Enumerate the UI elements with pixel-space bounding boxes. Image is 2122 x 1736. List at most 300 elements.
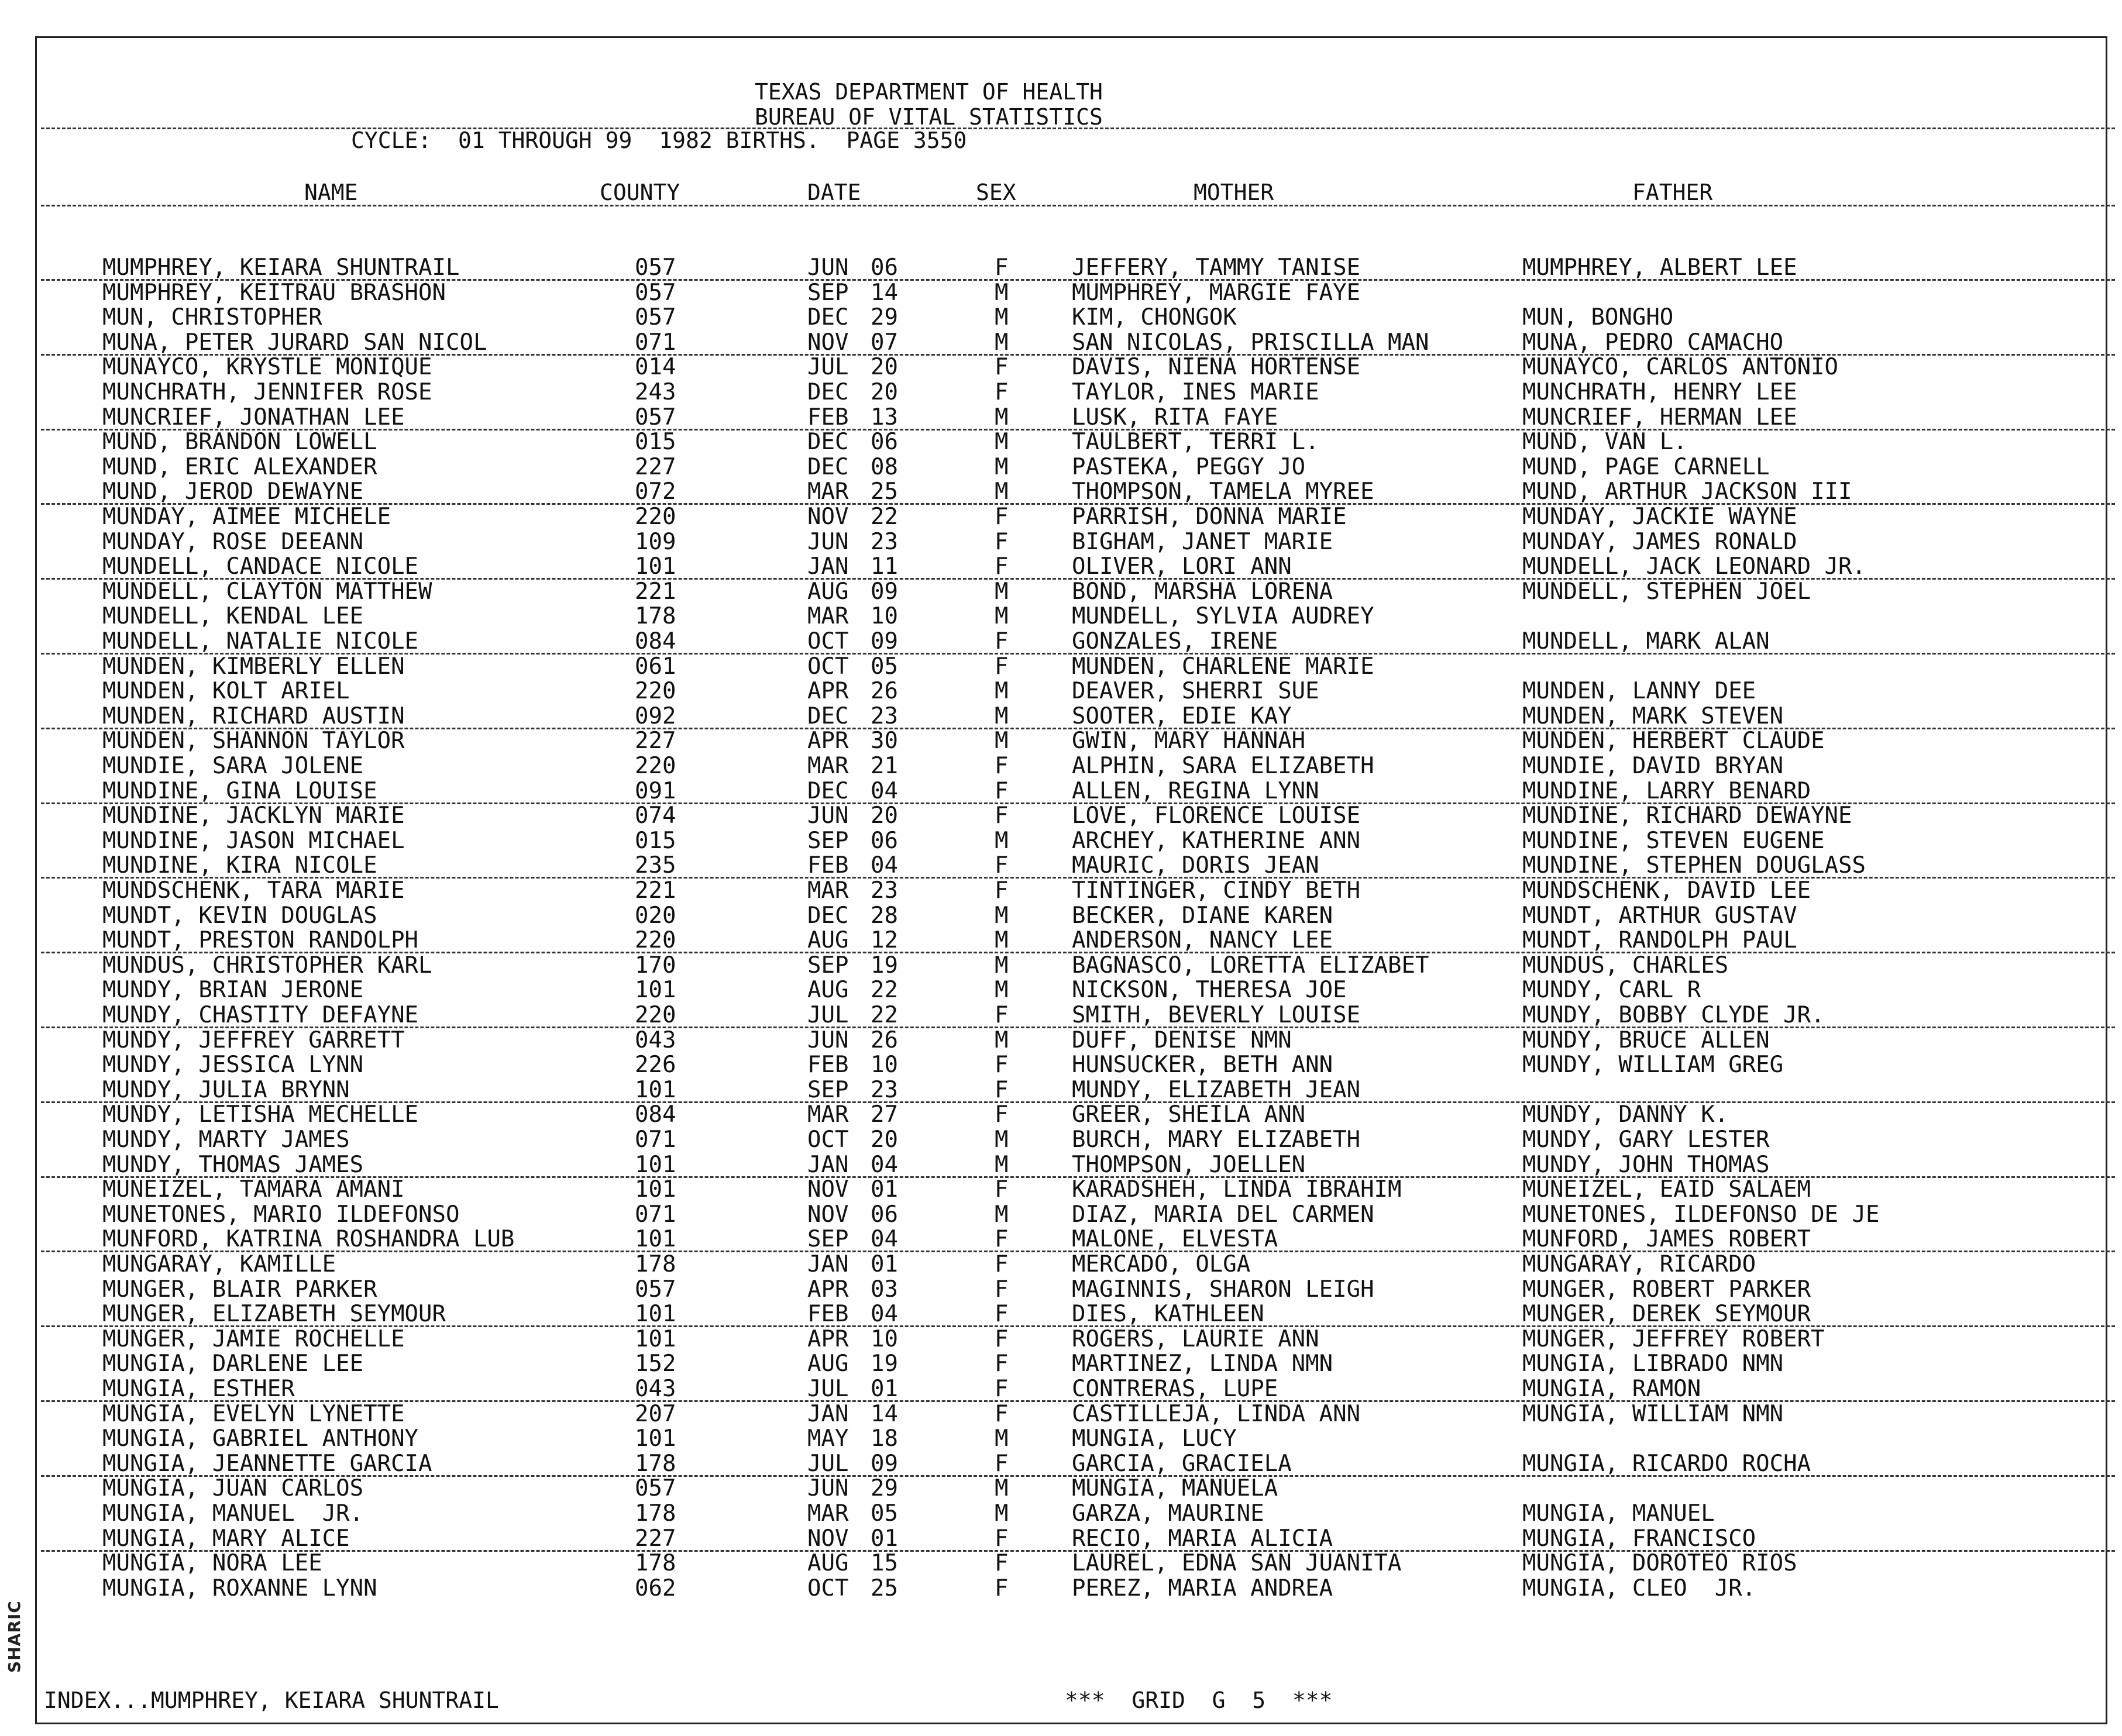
cell-day: 04 xyxy=(871,1226,898,1253)
cell-county: 243 xyxy=(635,379,676,405)
cell-name: MUNDELL, CANDACE NICOLE xyxy=(102,553,419,580)
cell-sex: M xyxy=(995,952,1009,979)
cell-month: JUL xyxy=(807,354,849,381)
table-row xyxy=(0,978,2122,1003)
cell-sex: F xyxy=(995,653,1009,680)
cell-month: NOV xyxy=(807,1525,849,1552)
cell-day: 04 xyxy=(871,1151,898,1178)
table-row xyxy=(0,1227,2122,1252)
cell-mother: OLIVER, LORI ANN xyxy=(1072,553,1292,580)
cell-county: 178 xyxy=(635,1500,676,1527)
cell-month: SEP xyxy=(807,952,849,979)
table-row xyxy=(0,305,2122,330)
cell-month: NOV xyxy=(807,329,849,356)
cell-day: 09 xyxy=(871,578,898,605)
cell-sex: F xyxy=(995,1351,1009,1377)
table-row xyxy=(0,530,2122,554)
cell-mother: ARCHEY, KATHERINE ANN xyxy=(1072,827,1361,854)
table-row xyxy=(0,430,2122,454)
cell-month: JUN xyxy=(807,1475,849,1502)
cell-name: MUNDUS, CHRISTOPHER KARL xyxy=(102,952,432,979)
cell-month: MAR xyxy=(807,877,849,904)
cell-father: MUNDEN, MARK STEVEN xyxy=(1522,702,1784,729)
cell-county: 101 xyxy=(635,1425,676,1452)
cell-county: 074 xyxy=(635,802,676,829)
cell-mother: NICKSON, THERESA JOE xyxy=(1072,977,1347,1004)
cell-name: MUND, ERIC ALEXANDER xyxy=(102,453,377,480)
cell-month: DEC xyxy=(807,304,849,331)
cell-month: FEB xyxy=(807,1301,849,1328)
table-row xyxy=(0,1177,2122,1202)
cell-month: AUG xyxy=(807,578,849,605)
cell-county: 043 xyxy=(635,1027,676,1053)
cell-mother: BAGNASCO, LORETTA ELIZABET xyxy=(1072,952,1429,979)
cell-county: 101 xyxy=(635,1076,676,1103)
table-row xyxy=(0,1452,2122,1476)
cell-father: MUNDUS, CHARLES xyxy=(1522,952,1729,979)
column-father: FATHER xyxy=(1632,180,1713,205)
cell-sex: M xyxy=(995,1500,1009,1527)
cell-month: OCT xyxy=(807,1575,849,1601)
cell-sex: F xyxy=(995,1101,1009,1128)
cell-father: MUNGIA, CLEO JR. xyxy=(1522,1575,1756,1601)
table-row xyxy=(0,904,2122,928)
cell-name: MUNGIA, DARLENE LEE xyxy=(102,1351,364,1377)
cell-county: 092 xyxy=(635,702,676,729)
cell-father: MUNDSCHENK, DAVID LEE xyxy=(1522,877,1811,904)
table-row xyxy=(0,1277,2122,1302)
cell-month: JAN xyxy=(807,1151,849,1178)
cell-day: 09 xyxy=(871,1450,898,1477)
cell-mother: MUNDELL, SYLVIA AUDREY xyxy=(1072,603,1374,630)
cell-county: 057 xyxy=(635,1475,676,1502)
cell-day: 19 xyxy=(871,1351,898,1377)
cell-sex: M xyxy=(995,304,1009,331)
cell-father: MUNDINE, STEPHEN DOUGLASS xyxy=(1522,852,1866,879)
cell-county: 020 xyxy=(635,902,676,929)
cell-name: MUNCRIEF, JONATHAN LEE xyxy=(102,404,405,430)
cell-sex: M xyxy=(995,1201,1009,1228)
cell-father: MUNAYCO, CARLOS ANTONIO xyxy=(1522,354,1839,381)
cell-county: 170 xyxy=(635,952,676,979)
cell-month: MAR xyxy=(807,1500,849,1527)
cell-mother: RECIO, MARIA ALICIA xyxy=(1072,1525,1333,1552)
cell-month: OCT xyxy=(807,628,849,655)
cell-father: MUNDY, WILLIAM GREG xyxy=(1522,1052,1784,1079)
cell-father: MUNGARAY, RICARDO xyxy=(1522,1251,1756,1277)
cell-sex: F xyxy=(995,528,1009,555)
cell-sex: F xyxy=(995,1450,1009,1477)
table-row xyxy=(0,1153,2122,1177)
cell-day: 28 xyxy=(871,902,898,929)
cell-name: MUMPHREY, KEIARA SHUNTRAIL xyxy=(102,254,460,281)
column-mother: MOTHER xyxy=(1194,180,1274,205)
table-row xyxy=(0,281,2122,305)
cell-month: FEB xyxy=(807,1052,849,1079)
cell-day: 19 xyxy=(871,952,898,979)
cell-day: 04 xyxy=(871,852,898,879)
cell-day: 21 xyxy=(871,753,898,779)
cell-name: MUNAYCO, KRYSTLE MONIQUE xyxy=(102,354,432,381)
cell-father: MUNDY, JOHN THOMAS xyxy=(1522,1151,1770,1178)
cell-father: MUND, PAGE CARNELL xyxy=(1522,453,1770,480)
cell-day: 20 xyxy=(871,1127,898,1153)
cell-month: OCT xyxy=(807,653,849,680)
cell-sex: M xyxy=(995,1425,1009,1452)
cell-month: JUL xyxy=(807,1002,849,1028)
table-row xyxy=(0,879,2122,903)
cell-mother: MUNDY, ELIZABETH JEAN xyxy=(1072,1076,1361,1103)
cell-father: MUNGIA, WILLIAM NMN xyxy=(1522,1400,1784,1427)
cell-father: MUNDY, BOBBY CLYDE JR. xyxy=(1522,1002,1825,1028)
cell-name: MUNDY, JEFFREY GARRETT xyxy=(102,1027,405,1053)
cell-father: MUNDEN, LANNY DEE xyxy=(1522,678,1756,705)
cell-sex: F xyxy=(995,1376,1009,1402)
cell-name: MUNDY, LETISHA MECHELLE xyxy=(102,1101,419,1128)
cell-day: 10 xyxy=(871,603,898,630)
cell-day: 01 xyxy=(871,1376,898,1402)
cell-sex: F xyxy=(995,1525,1009,1552)
cell-day: 04 xyxy=(871,1301,898,1328)
cell-father: MUND, ARTHUR JACKSON III xyxy=(1522,478,1852,505)
table-row xyxy=(0,580,2122,604)
cell-sex: F xyxy=(995,1076,1009,1103)
table-row xyxy=(0,1003,2122,1028)
cell-day: 22 xyxy=(871,1002,898,1028)
cell-name: MUNDAY, AIMEE MICHELE xyxy=(102,504,391,530)
cell-county: 178 xyxy=(635,1550,676,1577)
cell-sex: F xyxy=(995,877,1009,904)
cell-county: 101 xyxy=(635,977,676,1004)
cell-name: MUN, CHRISTOPHER xyxy=(102,304,322,331)
cell-father: MUNA, PEDRO CAMACHO xyxy=(1522,329,1784,356)
cell-mother: CONTRERAS, LUPE xyxy=(1072,1376,1278,1402)
cell-day: 11 xyxy=(871,553,898,580)
cell-month: DEC xyxy=(807,429,849,456)
cell-month: SEP xyxy=(807,1076,849,1103)
cell-sex: F xyxy=(995,1301,1009,1328)
cell-mother: PASTEKA, PEGGY JO xyxy=(1072,453,1306,480)
cell-father: MUMPHREY, ALBERT LEE xyxy=(1522,254,1797,281)
cell-mother: TINTINGER, CINDY BETH xyxy=(1072,877,1361,904)
cell-month: JUN xyxy=(807,528,849,555)
table-row xyxy=(0,928,2122,953)
cell-mother: ALPHIN, SARA ELIZABETH xyxy=(1072,753,1374,779)
cell-day: 01 xyxy=(871,1251,898,1277)
cell-sex: M xyxy=(995,478,1009,505)
column-name: NAME xyxy=(304,180,358,205)
cell-month: NOV xyxy=(807,1176,849,1203)
cell-sex: F xyxy=(995,1176,1009,1203)
cell-mother: TAYLOR, INES MARIE xyxy=(1072,379,1319,405)
cell-name: MUNDY, THOMAS JAMES xyxy=(102,1151,364,1178)
cell-day: 06 xyxy=(871,1201,898,1228)
cell-father: MUNDEN, HERBERT CLAUDE xyxy=(1522,728,1825,755)
table-row xyxy=(0,804,2122,828)
cell-month: JUN xyxy=(807,1027,849,1053)
cell-father: MUNGIA, FRANCISCO xyxy=(1522,1525,1756,1552)
cell-mother: MERCADO, OLGA xyxy=(1072,1251,1251,1277)
column-header-rule xyxy=(41,205,2115,206)
cell-month: AUG xyxy=(807,1550,849,1577)
cell-mother: CASTILLEJA, LINDA ANN xyxy=(1072,1400,1361,1427)
cell-county: 057 xyxy=(635,279,676,306)
cell-name: MUNDT, KEVIN DOUGLAS xyxy=(102,902,377,929)
cell-county: 084 xyxy=(635,1101,676,1128)
cell-father: MUNCHRATH, HENRY LEE xyxy=(1522,379,1797,405)
cell-sex: F xyxy=(995,852,1009,879)
cell-day: 20 xyxy=(871,802,898,829)
cell-day: 14 xyxy=(871,279,898,306)
cell-mother: GWIN, MARY HANNAH xyxy=(1072,728,1306,755)
cell-county: 057 xyxy=(635,304,676,331)
cell-mother: MUNGIA, LUCY xyxy=(1072,1425,1237,1452)
table-row xyxy=(0,355,2122,380)
cell-mother: GARCIA, GRACIELA xyxy=(1072,1450,1292,1477)
cell-county: 178 xyxy=(635,1251,676,1277)
table-row xyxy=(0,953,2122,978)
cell-month: SEP xyxy=(807,279,849,306)
cell-month: DEC xyxy=(807,777,849,804)
cell-name: MUNDT, PRESTON RANDOLPH xyxy=(102,927,419,954)
cell-sex: F xyxy=(995,1550,1009,1577)
header-cycle: CYCLE: 01 THROUGH 99 1982 BIRTHS. PAGE 3550 xyxy=(351,128,967,153)
cell-day: 23 xyxy=(871,528,898,555)
cell-father: MUNDY, DANNY K. xyxy=(1522,1101,1729,1128)
cell-father: MUNDINE, LARRY BENARD xyxy=(1522,777,1811,804)
cell-name: MUNGIA, JEANNETTE GARCIA xyxy=(102,1450,432,1477)
table-row xyxy=(0,1352,2122,1376)
table-row xyxy=(0,729,2122,753)
cell-name: MUNCHRATH, JENNIFER ROSE xyxy=(102,379,432,405)
cell-county: 057 xyxy=(635,254,676,281)
cell-mother: MARTINEZ, LINDA NMN xyxy=(1072,1351,1333,1377)
cell-month: APR xyxy=(807,1276,849,1303)
cell-sex: M xyxy=(995,977,1009,1004)
cell-month: MAR xyxy=(807,753,849,779)
cell-sex: F xyxy=(995,1251,1009,1277)
cell-name: MUMPHREY, KEITRAU BRASHON xyxy=(102,279,446,306)
cell-county: 043 xyxy=(635,1376,676,1402)
cell-sex: F xyxy=(995,777,1009,804)
cell-father: MUNGIA, LIBRADO NMN xyxy=(1522,1351,1784,1377)
cell-mother: ANDERSON, NANCY LEE xyxy=(1072,927,1333,954)
cell-sex: F xyxy=(995,1002,1009,1028)
cell-name: MUNDY, CHASTITY DEFAYNE xyxy=(102,1002,419,1028)
cell-day: 26 xyxy=(871,1027,898,1053)
table-row xyxy=(0,554,2122,579)
cell-day: 07 xyxy=(871,329,898,356)
cell-month: MAR xyxy=(807,478,849,505)
footer-index: INDEX...MUMPHREY, KEIARA SHUNTRAIL xyxy=(44,1687,499,1713)
cell-father: MUNDY, GARY LESTER xyxy=(1522,1127,1770,1153)
cell-mother: KARADSHEH, LINDA IBRAHIM xyxy=(1072,1176,1402,1203)
cell-sex: M xyxy=(995,329,1009,356)
cell-mother: BECKER, DIANE KAREN xyxy=(1072,902,1333,929)
cell-county: 101 xyxy=(635,1301,676,1328)
cell-name: MUND, JEROD DEWAYNE xyxy=(102,478,364,505)
cell-mother: BIGHAM, JANET MARIE xyxy=(1072,528,1333,555)
table-row xyxy=(0,1501,2122,1526)
table-row xyxy=(0,1551,2122,1576)
table-row xyxy=(0,679,2122,704)
column-date: DATE xyxy=(807,180,861,205)
cell-day: 20 xyxy=(871,379,898,405)
cell-month: AUG xyxy=(807,1351,849,1377)
cell-day: 04 xyxy=(871,777,898,804)
cell-sex: M xyxy=(995,453,1009,480)
cell-mother: KIM, CHONGOK xyxy=(1072,304,1237,331)
cell-mother: TAULBERT, TERRI L. xyxy=(1072,429,1319,456)
cell-county: 109 xyxy=(635,528,676,555)
footer-grid: *** GRID G 5 *** xyxy=(1065,1687,1333,1713)
cell-day: 09 xyxy=(871,628,898,655)
cell-day: 23 xyxy=(871,702,898,729)
cell-sex: M xyxy=(995,1151,1009,1178)
table-row xyxy=(0,380,2122,405)
cell-day: 14 xyxy=(871,1400,898,1427)
cell-sex: M xyxy=(995,827,1009,854)
cell-county: 207 xyxy=(635,1400,676,1427)
table-row xyxy=(0,1327,2122,1352)
cell-sex: M xyxy=(995,279,1009,306)
cell-month: FEB xyxy=(807,404,849,430)
cell-month: JAN xyxy=(807,1400,849,1427)
cell-county: 062 xyxy=(635,1575,676,1601)
cell-day: 29 xyxy=(871,304,898,331)
cell-month: NOV xyxy=(807,1201,849,1228)
cell-name: MUNDINE, GINA LOUISE xyxy=(102,777,377,804)
cell-name: MUNGIA, MARY ALICE xyxy=(102,1525,350,1552)
cell-name: MUNDELL, CLAYTON MATTHEW xyxy=(102,578,432,605)
cell-day: 29 xyxy=(871,1475,898,1502)
cell-county: 227 xyxy=(635,728,676,755)
cell-day: 05 xyxy=(871,1500,898,1527)
table-row xyxy=(0,1053,2122,1077)
cell-sex: M xyxy=(995,728,1009,755)
cell-month: JUN xyxy=(807,802,849,829)
table-row xyxy=(0,256,2122,280)
cell-sex: F xyxy=(995,628,1009,655)
cell-name: MUNETONES, MARIO ILDEFONSO xyxy=(102,1201,460,1228)
table-row xyxy=(0,1476,2122,1501)
cell-month: MAY xyxy=(807,1425,849,1452)
cell-name: MUNGIA, EVELYN LYNETTE xyxy=(102,1400,405,1427)
cell-month: JUN xyxy=(807,254,849,281)
cell-sex: F xyxy=(995,504,1009,530)
cell-county: 220 xyxy=(635,504,676,530)
cell-father: MUNDINE, STEVEN EUGENE xyxy=(1522,827,1825,854)
table-row xyxy=(0,829,2122,853)
cell-county: 071 xyxy=(635,329,676,356)
cell-sex: M xyxy=(995,1127,1009,1153)
table-row xyxy=(0,1078,2122,1103)
cell-day: 27 xyxy=(871,1101,898,1128)
table-row xyxy=(0,655,2122,679)
cell-month: AUG xyxy=(807,977,849,1004)
cell-day: 23 xyxy=(871,1076,898,1103)
cell-mother: THOMPSON, TAMELA MYREE xyxy=(1072,478,1374,505)
cell-sex: F xyxy=(995,1052,1009,1079)
cell-month: JAN xyxy=(807,553,849,580)
cell-mother: LOVE, FLORENCE LOUISE xyxy=(1072,802,1361,829)
cell-month: APR xyxy=(807,1325,849,1352)
table-row xyxy=(0,1377,2122,1401)
cell-day: 12 xyxy=(871,927,898,954)
cell-mother: LUSK, RITA FAYE xyxy=(1072,404,1278,430)
cell-day: 06 xyxy=(871,254,898,281)
cell-county: 014 xyxy=(635,354,676,381)
cell-father: MUNDELL, MARK ALAN xyxy=(1522,628,1770,655)
cell-sex: M xyxy=(995,603,1009,630)
cell-month: JUL xyxy=(807,1450,849,1477)
cell-month: SEP xyxy=(807,1226,849,1253)
cell-mother: BOND, MARSHA LORENA xyxy=(1072,578,1333,605)
cell-county: 015 xyxy=(635,827,676,854)
table-row xyxy=(0,1103,2122,1127)
cell-name: MUNDEN, RICHARD AUSTIN xyxy=(102,702,405,729)
table-row xyxy=(0,1576,2122,1601)
cell-name: MUNDINE, JACKLYN MARIE xyxy=(102,802,405,829)
cell-day: 18 xyxy=(871,1425,898,1452)
cell-mother: MUNDEN, CHARLENE MARIE xyxy=(1072,653,1374,680)
cell-county: 015 xyxy=(635,429,676,456)
cell-month: FEB xyxy=(807,852,849,879)
table-row xyxy=(0,505,2122,529)
cell-mother: MAURIC, DORIS JEAN xyxy=(1072,852,1319,879)
table-row xyxy=(0,1302,2122,1327)
cell-day: 26 xyxy=(871,678,898,705)
cell-month: DEC xyxy=(807,453,849,480)
cell-county: 057 xyxy=(635,404,676,430)
cell-month: DEC xyxy=(807,702,849,729)
cell-county: 227 xyxy=(635,453,676,480)
cell-name: MUNDY, JULIA BRYNN xyxy=(102,1076,350,1103)
cell-father: MUNDY, CARL R xyxy=(1522,977,1701,1004)
cell-county: 101 xyxy=(635,1226,676,1253)
cell-sex: F xyxy=(995,254,1009,281)
cell-father: MUNDELL, STEPHEN JOEL xyxy=(1522,578,1811,605)
cell-day: 25 xyxy=(871,478,898,505)
cell-name: MUNGIA, ESTHER xyxy=(102,1376,295,1402)
cell-county: 084 xyxy=(635,628,676,655)
cell-sex: M xyxy=(995,1475,1009,1502)
cell-father: MUNGIA, RICARDO ROCHA xyxy=(1522,1450,1811,1477)
cell-day: 06 xyxy=(871,429,898,456)
cell-day: 25 xyxy=(871,1575,898,1601)
cell-county: 101 xyxy=(635,1176,676,1203)
cell-county: 072 xyxy=(635,478,676,505)
cell-mother: SOOTER, EDIE KAY xyxy=(1072,702,1292,729)
cell-name: MUNDINE, JASON MICHAEL xyxy=(102,827,405,854)
cell-father: MUNDIE, DAVID BRYAN xyxy=(1522,753,1784,779)
cell-county: 221 xyxy=(635,578,676,605)
cell-sex: M xyxy=(995,1027,1009,1053)
cell-sex: F xyxy=(995,802,1009,829)
cell-father: MUNGIA, MANUEL xyxy=(1522,1500,1715,1527)
cell-name: MUNGIA, NORA LEE xyxy=(102,1550,322,1577)
cell-name: MUNDEN, KIMBERLY ELLEN xyxy=(102,653,405,680)
cell-father: MUNDT, RANDOLPH PAUL xyxy=(1522,927,1797,954)
table-row xyxy=(0,1427,2122,1451)
cell-mother: MALONE, ELVESTA xyxy=(1072,1226,1278,1253)
table-row xyxy=(0,1028,2122,1053)
cell-mother: DIES, KATHLEEN xyxy=(1072,1301,1264,1328)
cell-day: 20 xyxy=(871,354,898,381)
cell-father: MUNGER, DEREK SEYMOUR xyxy=(1522,1301,1811,1328)
cell-name: MUNDEN, KOLT ARIEL xyxy=(102,678,350,705)
cell-name: MUNGIA, GABRIEL ANTHONY xyxy=(102,1425,419,1452)
